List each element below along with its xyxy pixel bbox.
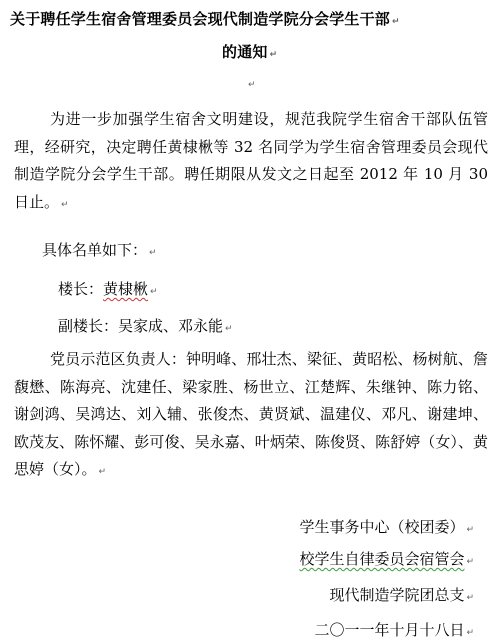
- list-intro-text: 具体名单如下：: [42, 241, 148, 259]
- deputy-head-line: [58, 313, 478, 344]
- signature-date: [314, 619, 474, 640]
- paragraph-mark: ↵: [248, 80, 256, 90]
- title-text-2: 的通知: [222, 43, 268, 61]
- paragraph-mark: ↵: [149, 248, 157, 258]
- paragraph-mark: ↵: [225, 324, 233, 334]
- paragraph-mark: ↵: [466, 628, 474, 638]
- signature-org-1: [299, 516, 474, 537]
- signature-org-2-text: 校学生自律委员会宿管会: [299, 550, 465, 568]
- signature-org-1-text: 学生事务中心（校团委）: [299, 518, 465, 536]
- list-intro: [42, 237, 482, 268]
- building-head-line: [58, 276, 478, 307]
- paragraph-mark: ↵: [466, 593, 474, 603]
- document-title-line-1: [10, 8, 400, 29]
- building-head-name: 黄棣楸: [103, 280, 149, 298]
- document-title-line-2: [222, 41, 277, 62]
- signature-org-3-text: 现代制造学院团总支: [329, 586, 465, 604]
- building-head-label: 楼长：: [58, 280, 104, 298]
- title-text-1: 关于聘任学生宿舍管理委员会现代制造学院分会学生干部: [10, 10, 391, 28]
- deputy-head-label: 副楼长：: [58, 317, 119, 335]
- paragraph-mark: ↵: [392, 17, 400, 27]
- paragraph-mark: ↵: [98, 467, 107, 477]
- members-paragraph: [14, 346, 488, 487]
- paragraph-mark: ↵: [61, 199, 69, 210]
- paragraph-mark: ↵: [466, 525, 474, 535]
- deputy-head-names: 吴家成、邓永能: [118, 317, 224, 335]
- intro-paragraph: [14, 106, 488, 219]
- signature-date-text: 二〇一一年十月十八日: [314, 621, 465, 639]
- paragraph-mark: ↵: [466, 557, 474, 567]
- intro-text: 为进一步加强学生宿舍文明建设，规范我院学生宿舍干部队伍管理，经研究，决定聘任黄棣楸等 32 名同学为学生宿舍管理委员会现代制造学院分会学生干部。聘任期限从发文之日起至 2012 年 10 月 30 日止。: [14, 110, 488, 211]
- signature-org-3: [329, 584, 474, 605]
- paragraph-mark: ↵: [269, 50, 278, 60]
- paragraph-mark: ↵: [150, 287, 158, 297]
- members-text: 党员示范区负责人：钟明峰、邢壮杰、梁征、黄昭松、杨树航、詹馥懋、陈海亮、沈建任、梁家胜、杨世立、江楚辉、朱继钟、陈力铭、谢剑鸿、吴鸿达、刘入辅、张俊杰、黄贤斌、温建仪、邓凡、谢建坤、欧茂友、陈怀耀、彭可俊、吴永嘉、叶炳荣、陈俊贤、陈舒婷（女）、黄思婷（女）。: [14, 350, 488, 478]
- signature-org-2: [299, 548, 474, 569]
